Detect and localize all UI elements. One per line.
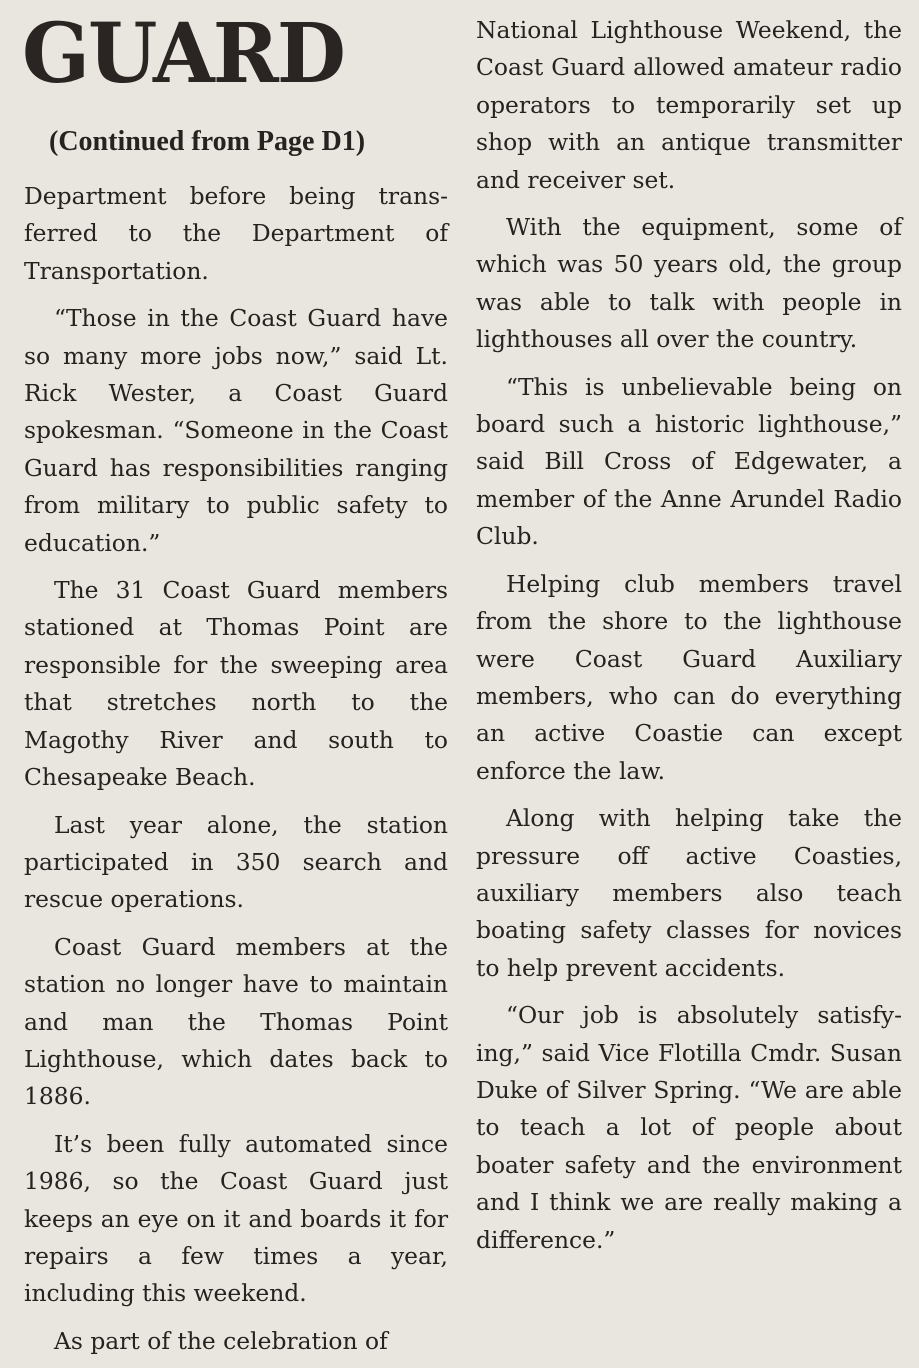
article-paragraph: The 31 Coast Guard members stationed at Thomas Point are responsible for the sweeping area that stretches north to the Magothy River and south to Chesapeake Beach. — [24, 576, 448, 792]
article-paragraph: Helping club members travel from the shore to the lighthouse were Coast Guard Auxiliary members, who can do everything an active Coastie can except enforce the law. — [476, 569, 902, 785]
article-paragraph: Coast Guard members at the station no longer have to maintain and man the Thomas Point Lighthouse, which dates back to 1886. — [24, 932, 448, 1111]
article-paragraph: “Those in the Coast Guard have so many more jobs now,” said Lt. Rick Wester, a Coast Guard spokesman. “Someone in the Coast Guard has responsibilities ranging from military to public safety to education.” — [24, 304, 448, 557]
article-paragraph: Along with helping take the pressure off active Coasties, auxiliary members also teach boating safety classes for novices to help prevent accidents. — [476, 804, 902, 982]
article-column-left — [24, 0, 448, 1360]
continued-from-line: (Continued from Page D1) — [49, 126, 366, 157]
article-paragraph: With the equipment, some of which was 50 years old, the group was able to talk with people in lighthouses all over the country. — [476, 213, 902, 354]
headline: GUARD — [22, 6, 344, 102]
article-column-right — [476, 0, 902, 1259]
article-paragraph: “This is unbelievable being on board such a historic lighthouse,” said Bill Cross of Edgewater, a member of the Anne Arundel Radio Club. — [476, 372, 902, 551]
article-paragraph: Department before being transferred to the Department of Transportation. — [24, 182, 448, 285]
article-paragraph: As part of the celebration of — [54, 1326, 388, 1355]
article-paragraph: Last year alone, the station participated in 350 search and rescue operations. — [24, 810, 448, 914]
article-paragraph: National Lighthouse Weekend, the Coast Guard allowed amateur radio operators to temporarily set up shop with an antique transmitter and receiver set. — [476, 16, 902, 194]
article-paragraph: It’s been fully automated since 1986, so the Coast Guard just keeps an eye on it and boards it for repairs a few times a year, including this weekend. — [24, 1129, 448, 1308]
article-paragraph: “Our job is absolutely satisfying,” said Vice Flotilla Cmdr. Susan Duke of Silver Spring. “We are able to teach a lot of people about boater safety and the environment and I think we are really making a difference.” — [476, 1001, 902, 1254]
